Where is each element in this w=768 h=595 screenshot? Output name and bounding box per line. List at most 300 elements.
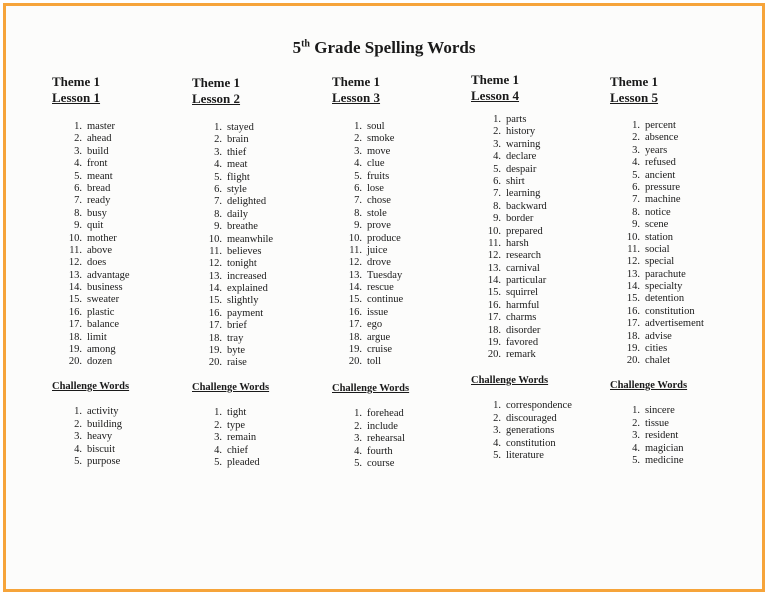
spelling-word <box>471 114 547 126</box>
word-text: remain <box>227 432 257 443</box>
challenge-word <box>52 444 122 457</box>
spelling-word <box>192 258 273 270</box>
word-text: issue <box>367 306 388 318</box>
spelling-word <box>610 170 704 182</box>
theme-heading: Theme 1 <box>610 74 659 89</box>
spelling-word <box>471 287 547 299</box>
word-number: 5. <box>354 170 362 182</box>
challenge-word <box>471 400 572 413</box>
spelling-word <box>471 188 547 200</box>
word-number: 3. <box>354 433 362 444</box>
spelling-word <box>610 269 704 281</box>
word-text: generations <box>506 425 555 436</box>
word-text: discouraged <box>506 412 557 424</box>
spelling-word-list <box>610 120 704 368</box>
spelling-word <box>610 244 704 256</box>
word-number: 16. <box>208 307 222 319</box>
word-number: 10. <box>348 232 362 244</box>
spelling-word <box>332 183 403 195</box>
challenge-word <box>610 455 683 468</box>
word-text: move <box>367 145 391 157</box>
word-number: 5. <box>214 457 222 468</box>
spelling-word <box>610 306 704 318</box>
word-text: cities <box>645 343 668 355</box>
word-text: ego <box>367 319 383 331</box>
word-text: constitution <box>506 437 556 449</box>
challenge-word <box>192 432 260 445</box>
word-text: advise <box>645 330 672 342</box>
word-text: master <box>87 121 115 132</box>
word-number: 1. <box>632 405 640 416</box>
spelling-word <box>52 183 130 195</box>
word-number: 11. <box>627 243 640 255</box>
lesson-heading: Lesson 3 <box>332 90 381 105</box>
word-number: 16. <box>348 306 362 318</box>
spelling-word <box>52 146 130 158</box>
spelling-word <box>192 308 273 320</box>
challenge-word <box>192 457 260 470</box>
spelling-word <box>332 344 403 356</box>
word-number: 9. <box>214 221 222 233</box>
word-text: detention <box>645 293 685 305</box>
spelling-word-list <box>471 114 547 362</box>
challenge-word <box>52 406 122 419</box>
word-number: 9. <box>632 219 640 231</box>
word-text: produce <box>367 232 401 244</box>
word-number: 19. <box>68 344 82 356</box>
word-text: advertisement <box>645 318 704 330</box>
word-text: squirrel <box>506 287 539 299</box>
challenge-words-heading: Challenge Words <box>192 382 270 393</box>
word-number: 11. <box>69 244 82 256</box>
word-text: tonight <box>227 258 257 270</box>
word-number: 6. <box>493 175 501 187</box>
word-number: 2. <box>354 420 362 432</box>
word-number: 14. <box>68 282 82 294</box>
word-text: history <box>506 126 536 138</box>
word-text: ahead <box>87 133 112 145</box>
spelling-word <box>192 196 273 208</box>
spelling-word <box>192 122 273 134</box>
word-text: magician <box>645 442 684 454</box>
word-number: 9. <box>74 220 82 232</box>
spelling-word <box>332 245 403 257</box>
word-number: 1. <box>493 114 501 125</box>
challenge-word <box>332 458 405 471</box>
word-text: social <box>645 243 670 255</box>
spelling-word <box>192 283 273 295</box>
spelling-word <box>52 257 130 269</box>
challenge-word <box>52 431 122 444</box>
spelling-word <box>471 164 547 176</box>
word-number: 12. <box>208 258 222 270</box>
word-text: does <box>87 257 107 269</box>
lesson-heading: Lesson 4 <box>471 88 520 103</box>
word-number: 8. <box>632 206 640 218</box>
spelling-word <box>332 270 403 282</box>
word-number: 8. <box>493 200 501 212</box>
spelling-word <box>192 134 273 146</box>
spelling-word <box>332 282 403 294</box>
word-text: above <box>87 244 113 256</box>
spelling-word <box>52 133 130 145</box>
word-text: pressure <box>645 181 680 193</box>
word-text: clue <box>367 158 385 170</box>
word-number: 3. <box>493 425 501 436</box>
challenge-word <box>332 421 405 434</box>
spelling-word <box>192 147 273 159</box>
word-number: 7. <box>214 196 222 208</box>
word-number: 1. <box>74 406 82 417</box>
word-text: special <box>645 256 675 268</box>
spelling-word <box>610 343 704 355</box>
word-number: 13. <box>208 270 222 282</box>
word-text: advantage <box>87 269 130 281</box>
challenge-word <box>471 425 572 438</box>
spelling-word <box>192 333 273 345</box>
word-text: fruits <box>367 170 390 182</box>
spelling-word <box>52 344 130 356</box>
word-text: prepared <box>506 225 543 237</box>
word-text: business <box>87 282 123 294</box>
word-text: daily <box>227 208 248 220</box>
word-text: particular <box>506 275 547 287</box>
spelling-word <box>192 345 273 357</box>
spelling-word <box>52 171 130 183</box>
spelling-word <box>471 226 547 238</box>
spelling-word <box>332 208 403 220</box>
word-text: toll <box>367 356 382 368</box>
word-text: chalet <box>645 355 671 367</box>
challenge-words-heading: Challenge Words <box>52 381 130 392</box>
challenge-word <box>192 420 260 433</box>
word-number: 4. <box>632 157 640 169</box>
word-number: 20. <box>348 356 362 368</box>
word-text: disorder <box>506 324 541 336</box>
word-number: 3. <box>632 144 640 156</box>
word-text: tray <box>227 332 244 344</box>
word-text: among <box>87 344 116 356</box>
word-number: 14. <box>348 282 362 294</box>
spelling-word <box>471 151 547 163</box>
word-text: resident <box>645 430 679 441</box>
word-text: medicine <box>645 455 684 466</box>
word-number: 15. <box>348 294 362 306</box>
word-number: 3. <box>74 145 82 157</box>
spelling-word-list <box>332 121 403 369</box>
spelling-word <box>610 207 704 219</box>
word-number: 11. <box>209 245 222 257</box>
spelling-word <box>332 133 403 145</box>
word-number: 2. <box>74 418 82 430</box>
word-number: 5. <box>632 169 640 181</box>
spelling-word <box>471 176 547 188</box>
word-number: 17. <box>208 320 222 332</box>
spelling-word <box>332 121 403 133</box>
word-text: charms <box>506 312 537 324</box>
word-number: 3. <box>632 430 640 441</box>
spelling-word <box>192 159 273 171</box>
word-number: 8. <box>74 207 82 219</box>
spelling-word <box>52 233 130 245</box>
challenge-word <box>471 413 572 426</box>
theme-heading: Theme 1 <box>332 74 381 89</box>
theme-heading: Theme 1 <box>471 72 520 87</box>
word-number: 6. <box>214 183 222 195</box>
word-text: style <box>227 183 247 195</box>
spelling-word <box>192 357 273 369</box>
word-text: meanwhile <box>227 233 274 245</box>
word-number: 15. <box>68 294 82 306</box>
word-number: 20. <box>68 356 82 368</box>
word-number: 16. <box>68 306 82 318</box>
word-number: 12. <box>68 257 82 269</box>
lesson-heading: Lesson 1 <box>52 90 101 105</box>
spelling-word <box>192 295 273 307</box>
word-text: shirt <box>506 175 525 187</box>
challenge-word <box>610 443 683 456</box>
word-number: 19. <box>487 337 501 349</box>
word-number: 1. <box>354 121 362 132</box>
word-number: 1. <box>632 120 640 131</box>
word-number: 2. <box>74 133 82 145</box>
word-number: 17. <box>626 318 640 330</box>
spelling-word <box>471 349 547 361</box>
word-number: 8. <box>354 207 362 219</box>
word-text: build <box>87 145 109 157</box>
word-number: 5. <box>493 163 501 175</box>
challenge-word <box>332 433 405 446</box>
challenge-word <box>610 418 683 431</box>
word-text: meant <box>87 170 113 182</box>
spelling-word <box>52 319 130 331</box>
word-text: raise <box>227 357 247 369</box>
word-number: 3. <box>354 145 362 157</box>
word-number: 20. <box>487 349 501 361</box>
word-text: balance <box>87 319 120 331</box>
word-number: 12. <box>487 250 501 262</box>
spelling-word <box>332 294 403 306</box>
word-number: 1. <box>214 122 222 133</box>
word-text: limit <box>87 331 107 343</box>
word-text: breathe <box>227 221 258 233</box>
word-number: 17. <box>348 319 362 331</box>
word-text: quit <box>87 220 104 232</box>
word-text: despair <box>506 163 537 175</box>
lesson-heading: Lesson 2 <box>192 91 241 106</box>
word-number: 10. <box>68 232 82 244</box>
spelling-word <box>610 194 704 206</box>
word-number: 7. <box>493 188 501 200</box>
word-text: bread <box>87 182 111 194</box>
word-text: border <box>506 213 534 225</box>
word-text: dozen <box>87 356 113 368</box>
word-text: payment <box>227 307 264 319</box>
word-text: mother <box>87 232 117 244</box>
spelling-word <box>192 246 273 258</box>
word-text: learning <box>506 188 541 200</box>
word-number: 5. <box>354 458 362 469</box>
challenge-word-list <box>52 406 122 469</box>
spelling-word <box>192 221 273 233</box>
spelling-word <box>192 320 273 332</box>
word-text: absence <box>645 132 679 144</box>
spelling-word <box>332 171 403 183</box>
word-text: juice <box>367 244 388 256</box>
lesson-heading: Lesson 5 <box>610 90 659 105</box>
word-text: literature <box>506 450 544 461</box>
challenge-word-list <box>471 400 572 463</box>
spelling-word <box>52 121 130 133</box>
word-number: 19. <box>348 344 362 356</box>
spelling-word <box>332 233 403 245</box>
word-number: 4. <box>354 158 362 170</box>
word-text: brain <box>227 134 249 146</box>
word-number: 10. <box>626 231 640 243</box>
word-text: Tuesday <box>367 269 403 281</box>
word-number: 5. <box>74 170 82 182</box>
spelling-word <box>610 355 704 367</box>
word-number: 15. <box>208 295 222 307</box>
word-text: forehead <box>367 408 404 419</box>
word-number: 8. <box>214 208 222 220</box>
word-text: years <box>645 144 668 156</box>
word-text: tight <box>227 407 247 418</box>
challenge-word-list <box>332 408 405 471</box>
spelling-word <box>52 282 130 294</box>
word-text: purpose <box>87 456 121 467</box>
word-number: 5. <box>74 456 82 467</box>
word-text: continue <box>367 294 404 306</box>
word-number: 12. <box>626 256 640 268</box>
word-number: 18. <box>626 330 640 342</box>
word-text: scene <box>645 219 669 231</box>
challenge-words-heading: Challenge Words <box>332 383 410 394</box>
spelling-word <box>52 220 130 232</box>
word-number: 7. <box>632 194 640 206</box>
challenge-word <box>52 419 122 432</box>
word-text: lose <box>367 182 384 194</box>
word-text: thief <box>227 146 247 158</box>
theme-heading: Theme 1 <box>192 75 241 90</box>
word-number: 4. <box>74 443 82 455</box>
word-number: 1. <box>214 407 222 418</box>
spelling-word <box>471 312 547 324</box>
word-text: type <box>227 419 246 431</box>
word-number: 4. <box>214 444 222 456</box>
word-number: 3. <box>74 431 82 442</box>
spelling-word-list <box>52 121 130 369</box>
word-number: 17. <box>487 312 501 324</box>
spelling-word <box>192 172 273 184</box>
spelling-word <box>610 219 704 231</box>
word-number: 2. <box>354 133 362 145</box>
spelling-word <box>52 208 130 220</box>
word-text: ancient <box>645 169 676 181</box>
word-text: pleaded <box>227 457 260 468</box>
spelling-word <box>471 201 547 213</box>
word-text: flight <box>227 171 250 183</box>
challenge-word <box>610 430 683 443</box>
word-number: 14. <box>487 275 501 287</box>
word-number: 4. <box>632 442 640 454</box>
word-text: parachute <box>645 268 686 280</box>
spelling-word <box>52 332 130 344</box>
spelling-word <box>52 356 130 368</box>
word-number: 20. <box>208 357 222 369</box>
spelling-word <box>610 293 704 305</box>
word-number: 11. <box>349 244 362 256</box>
word-number: 10. <box>208 233 222 245</box>
word-text: tissue <box>645 417 669 429</box>
word-text: believes <box>227 245 262 257</box>
theme-heading: Theme 1 <box>52 74 101 89</box>
challenge-word-list <box>610 405 683 468</box>
word-number: 18. <box>487 324 501 336</box>
word-number: 2. <box>493 126 501 138</box>
spelling-word <box>332 195 403 207</box>
challenge-word <box>332 446 405 459</box>
word-text: stayed <box>227 122 254 133</box>
word-number: 2. <box>632 417 640 429</box>
word-number: 6. <box>632 181 640 193</box>
word-number: 2. <box>632 132 640 144</box>
challenge-word <box>52 456 122 469</box>
spelling-word <box>471 126 547 138</box>
word-text: brief <box>227 320 247 332</box>
page-title: 5th Grade Spelling Words <box>292 38 476 57</box>
word-text: meat <box>227 159 248 171</box>
word-number: 15. <box>626 293 640 305</box>
word-text: station <box>645 231 673 243</box>
spelling-word <box>471 139 547 151</box>
word-number: 18. <box>348 331 362 343</box>
challenge-word-list <box>192 407 260 470</box>
spelling-word <box>610 318 704 330</box>
word-text: explained <box>227 283 268 295</box>
word-text: percent <box>645 120 676 131</box>
challenge-words-heading: Challenge Words <box>610 380 688 391</box>
word-text: declare <box>506 151 537 163</box>
word-number: 4. <box>354 445 362 457</box>
word-text: argue <box>367 331 391 343</box>
word-number: 11. <box>488 237 501 249</box>
word-text: smoke <box>367 133 395 145</box>
challenge-word <box>192 407 260 420</box>
word-number: 13. <box>626 268 640 280</box>
word-text: busy <box>87 207 107 219</box>
spelling-word <box>192 184 273 196</box>
word-number: 2. <box>214 134 222 146</box>
spelling-word <box>332 356 403 368</box>
word-number: 5. <box>632 455 640 466</box>
word-text: delighted <box>227 196 267 208</box>
word-number: 9. <box>493 213 501 225</box>
word-number: 4. <box>214 159 222 171</box>
word-number: 6. <box>354 182 362 194</box>
spelling-word <box>610 182 704 194</box>
word-number: 18. <box>208 332 222 344</box>
spelling-word <box>610 256 704 268</box>
word-text: sincere <box>645 405 675 416</box>
spelling-word <box>52 307 130 319</box>
word-number: 13. <box>348 269 362 281</box>
word-text: fourth <box>367 445 393 457</box>
challenge-word <box>332 408 405 421</box>
word-number: 2. <box>214 419 222 431</box>
word-text: chose <box>367 195 391 207</box>
word-text: specialty <box>645 281 683 293</box>
